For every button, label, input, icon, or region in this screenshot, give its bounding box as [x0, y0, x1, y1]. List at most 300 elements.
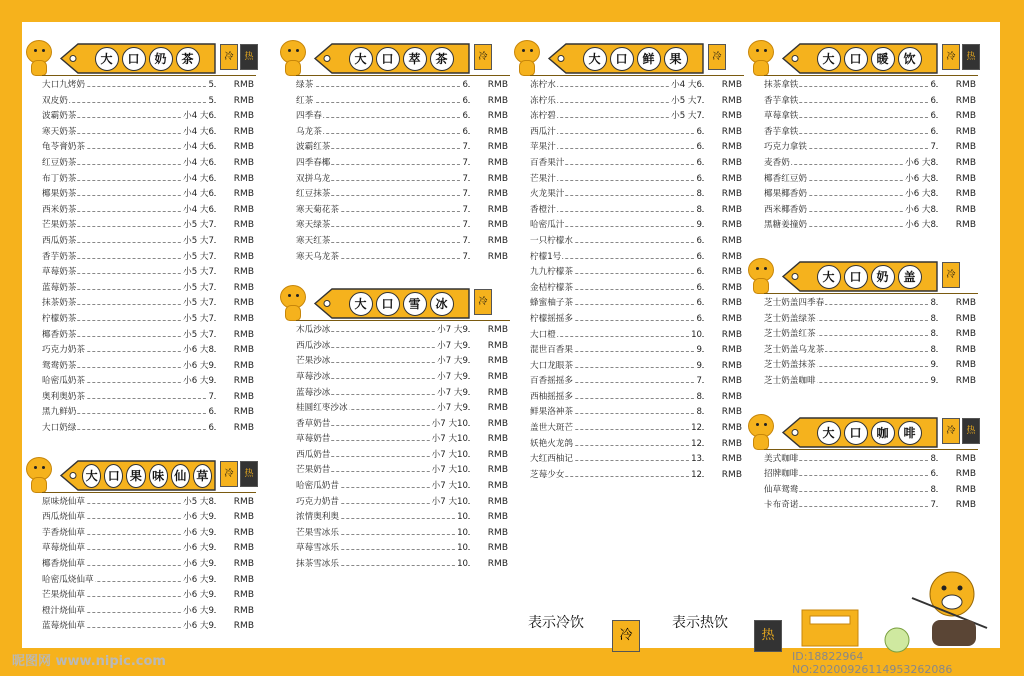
item-price: 小7 大10 — [431, 495, 468, 511]
currency-label: RMB — [955, 95, 976, 106]
item-name: 九九柠檬茶 — [530, 265, 574, 281]
item-name: 芝士奶盖乌龙茶 — [764, 343, 825, 359]
currency-label: RMB — [721, 407, 742, 418]
item-price: 8 — [696, 390, 702, 406]
menu-item — [42, 234, 260, 250]
section-title-char: 果 — [126, 464, 145, 488]
currency-label: RMB — [487, 111, 508, 122]
item-price: 小4 大6 — [182, 156, 214, 172]
section-title-char: 口 — [376, 292, 400, 316]
menu-item — [764, 327, 982, 343]
menu-list — [744, 294, 982, 390]
section-title-char: 口 — [376, 47, 400, 71]
item-name: 蜂蜜柚子茶 — [530, 296, 574, 312]
section-header — [276, 267, 514, 321]
item-name: 冻柠水 — [530, 78, 557, 94]
section-header — [744, 240, 982, 294]
menu-board — [12, 22, 1000, 676]
section-divider — [764, 449, 978, 450]
currency-label: RMB — [721, 142, 742, 153]
menu-item — [296, 339, 514, 355]
menu-item — [42, 172, 260, 188]
currency-label: RMB — [487, 434, 508, 445]
item-name: 香芋拿铁 — [764, 94, 799, 110]
currency-label: RMB — [233, 267, 254, 278]
menu-item — [530, 468, 748, 484]
menu-item — [530, 265, 748, 281]
watermark-right: ID:18822964 NO:20200926114953262086 — [792, 650, 953, 676]
item-price: 小7 大10 — [431, 417, 468, 433]
section-title-char: 雪 — [403, 292, 427, 316]
currency-label: RMB — [233, 407, 254, 418]
section-title-char: 口 — [104, 464, 123, 488]
item-name: 芒果雪冰乐 — [296, 526, 340, 542]
item-name: 芒果奶茶 — [42, 218, 77, 234]
item-name: 金桔柠檬茶 — [530, 281, 574, 297]
item-name: 橙汁烧仙草 — [42, 604, 86, 620]
item-price: 8 — [696, 405, 702, 421]
item-price: 小7 大9 — [436, 323, 468, 339]
item-name: 苹果汁 — [530, 140, 557, 156]
currency-label: RMB — [233, 391, 254, 402]
currency-label: RMB — [487, 251, 508, 262]
item-price: 13 — [690, 452, 702, 468]
section — [744, 396, 982, 514]
item-name: 柠檬奶茶 — [42, 312, 77, 328]
item-price: 小4 大6 — [182, 172, 214, 188]
menu-item — [764, 483, 982, 499]
hot-cup-icon: 热 — [754, 620, 782, 652]
item-name: 四季春 — [296, 109, 323, 125]
cold-cup-icon: 冷 — [474, 289, 492, 315]
menu-item — [42, 281, 260, 297]
item-price: 9 — [696, 343, 702, 359]
item-name: 仙草鸳鸯 — [764, 483, 799, 499]
item-price: 小4 大6 — [670, 78, 702, 94]
currency-label: RMB — [233, 111, 254, 122]
currency-label: RMB — [721, 189, 742, 200]
mascot-icon — [744, 256, 778, 294]
menu-item — [42, 588, 260, 604]
item-name: 芝士奶盖绿茶 — [764, 312, 817, 328]
item-name: 芒果奶昔 — [296, 463, 331, 479]
mascot-illustration — [792, 568, 1000, 648]
item-price: 小4 大6 — [182, 109, 214, 125]
section-divider — [764, 293, 978, 294]
menu-item — [530, 437, 748, 453]
menu-column-2 — [276, 22, 514, 573]
item-price: 8 — [696, 203, 702, 219]
menu-item — [296, 125, 514, 141]
menu-item — [296, 479, 514, 495]
item-name: 西瓜汁 — [530, 125, 557, 141]
section-title-tag — [314, 288, 470, 319]
hot-cup-icon: 热 — [240, 461, 258, 487]
hot-cup-icon: 热 — [962, 418, 980, 444]
item-price: 6 — [930, 94, 936, 110]
menu-item — [42, 510, 260, 526]
item-name: 西柚摇摇多 — [530, 390, 574, 406]
item-price: 小7 大9 — [436, 354, 468, 370]
item-name: 柠檬摇摇多 — [530, 312, 574, 328]
item-price: 7 — [462, 156, 468, 172]
menu-list — [276, 321, 514, 573]
item-name: 红豆抹茶 — [296, 187, 331, 203]
item-price: 小7 大9 — [436, 339, 468, 355]
item-price: 小6 大9 — [182, 604, 214, 620]
item-name: 柠檬1号 — [530, 250, 562, 266]
section-title-char: 味 — [149, 464, 168, 488]
menu-item — [296, 370, 514, 386]
item-price: 7 — [462, 250, 468, 266]
menu-item — [296, 172, 514, 188]
item-price: 7 — [462, 187, 468, 203]
item-name: 黑九鲜奶 — [42, 405, 77, 421]
menu-item — [764, 156, 982, 172]
item-price: 7 — [930, 140, 936, 156]
menu-item — [530, 218, 748, 234]
item-name: 哈密瓜汁 — [530, 218, 565, 234]
currency-label: RMB — [487, 126, 508, 137]
item-price: 小5 大7 — [182, 296, 214, 312]
currency-label: RMB — [233, 251, 254, 262]
section-divider — [42, 75, 256, 76]
item-price: 小4 大6 — [182, 203, 214, 219]
section-title-char: 草 — [193, 464, 212, 488]
menu-item — [42, 109, 260, 125]
item-price: 6 — [930, 125, 936, 141]
section — [744, 240, 982, 390]
currency-label: RMB — [233, 496, 254, 507]
item-price: 小4 大6 — [182, 125, 214, 141]
section — [22, 22, 260, 437]
menu-item — [530, 172, 748, 188]
leader-dots — [296, 86, 470, 87]
section — [22, 439, 260, 635]
item-name: 寒天乌龙茶 — [296, 250, 340, 266]
currency-label: RMB — [721, 298, 742, 309]
menu-column-4 — [744, 22, 982, 514]
menu-item — [530, 78, 748, 94]
menu-item — [764, 452, 982, 468]
menu-item — [764, 203, 982, 219]
menu-item — [764, 358, 982, 374]
currency-label: RMB — [721, 80, 742, 90]
section — [510, 22, 748, 483]
item-price: 6 — [208, 405, 214, 421]
item-price: 小6 大9 — [182, 619, 214, 635]
watermark-left: 昵图网 www.nipic.com — [12, 654, 166, 669]
section-title-char: 口 — [844, 421, 868, 445]
currency-label: RMB — [487, 465, 508, 476]
cold-cup-icon: 冷 — [220, 44, 238, 70]
menu-item — [530, 203, 748, 219]
item-name: 木瓜沙冰 — [296, 323, 331, 339]
currency-label: RMB — [233, 235, 254, 246]
section-title-tag — [782, 43, 938, 74]
item-price: 5 — [208, 78, 214, 94]
section — [276, 267, 514, 573]
menu-item — [764, 78, 982, 94]
menu-item — [42, 265, 260, 281]
menu-item — [42, 343, 260, 359]
menu-item — [530, 390, 748, 406]
section-title-char: 大 — [817, 421, 841, 445]
item-name: 哈密瓜奶昔 — [296, 479, 340, 495]
item-name: 芋香烧仙草 — [42, 526, 86, 542]
currency-label: RMB — [721, 329, 742, 340]
currency-label: RMB — [487, 387, 508, 398]
item-price: 8 — [930, 312, 936, 328]
menu-item — [296, 463, 514, 479]
menu-item — [530, 250, 748, 266]
item-name: 西瓜烧仙草 — [42, 510, 86, 526]
menu-item — [296, 526, 514, 542]
menu-item — [296, 432, 514, 448]
item-name: 大红西柚记 — [530, 452, 574, 468]
item-price: 8 — [930, 343, 936, 359]
item-price: 6 — [696, 140, 702, 156]
menu-column-3 — [510, 22, 748, 483]
leader-dots — [296, 102, 470, 103]
item-name: 寒天奶茶 — [42, 125, 77, 141]
currency-label: RMB — [233, 142, 254, 153]
item-name: 芒果沙冰 — [296, 354, 331, 370]
item-name: 草莓烧仙草 — [42, 541, 86, 557]
menu-item — [42, 526, 260, 542]
item-name: 西米椰香奶 — [764, 203, 808, 219]
section-divider — [764, 75, 978, 76]
currency-label: RMB — [955, 500, 976, 511]
section-title-char: 暖 — [871, 47, 895, 71]
menu-item — [42, 619, 260, 635]
menu-item — [764, 172, 982, 188]
menu-item — [296, 417, 514, 433]
item-price: 小5 大7 — [182, 234, 214, 250]
currency-label: RMB — [721, 376, 742, 387]
menu-item — [42, 156, 260, 172]
item-price: 小5 大7 — [182, 250, 214, 266]
item-name: 哈密瓜奶茶 — [42, 374, 86, 390]
currency-label: RMB — [487, 371, 508, 382]
item-price: 小6 大9 — [182, 557, 214, 573]
menu-item — [296, 510, 514, 526]
item-name: 香草奶昔 — [296, 417, 331, 433]
item-price: 小5 大7 — [182, 265, 214, 281]
menu-item — [42, 541, 260, 557]
menu-item — [296, 187, 514, 203]
item-name: 寒天菊花茶 — [296, 203, 340, 219]
currency-label: RMB — [487, 559, 508, 570]
currency-label: RMB — [233, 345, 254, 356]
item-price: 小7 大10 — [431, 479, 468, 495]
currency-label: RMB — [233, 329, 254, 340]
menu-item — [42, 78, 260, 94]
cold-cup-icon: 冷 — [942, 44, 960, 70]
currency-label: RMB — [487, 449, 508, 460]
item-name: 椰果奶茶 — [42, 187, 77, 203]
item-price: 6 — [696, 265, 702, 281]
menu-item — [764, 125, 982, 141]
item-price: 小5 大7 — [670, 94, 702, 110]
section-header — [22, 22, 260, 76]
menu-item — [296, 203, 514, 219]
menu-item — [530, 359, 748, 375]
item-name: 原味烧仙草 — [42, 495, 86, 511]
menu-item — [296, 354, 514, 370]
item-name: 蓝莓奶茶 — [42, 281, 77, 297]
section-title-char: 咖 — [871, 421, 895, 445]
mascot-icon — [510, 38, 544, 76]
currency-label: RMB — [233, 543, 254, 554]
currency-label: RMB — [721, 438, 742, 449]
menu-item — [42, 296, 260, 312]
item-name: 芝士奶盖咖啡 — [764, 374, 817, 390]
currency-label: RMB — [487, 403, 508, 414]
menu-item — [530, 109, 748, 125]
item-name: 浓情奥利奥 — [296, 510, 340, 526]
item-name: 卡布奇诺 — [764, 498, 799, 514]
currency-label: RMB — [487, 189, 508, 200]
section-header — [744, 22, 982, 76]
item-name: 椰香烧仙草 — [42, 557, 86, 573]
item-price: 小4 大6 — [182, 187, 214, 203]
menu-item — [296, 234, 514, 250]
section-title-char: 果 — [664, 47, 688, 71]
section-title-char: 口 — [844, 265, 868, 289]
currency-label: RMB — [955, 173, 976, 184]
item-name: 百香摇摇多 — [530, 374, 574, 390]
item-price: 小7 大10 — [431, 448, 468, 464]
currency-label: RMB — [955, 453, 976, 464]
currency-label: RMB — [487, 481, 508, 492]
menu-item — [530, 405, 748, 421]
section-header — [22, 439, 260, 493]
section-title-char: 大 — [95, 47, 119, 71]
item-price: 小5 大7 — [182, 312, 214, 328]
item-name: 巧克力奶茶 — [42, 343, 86, 359]
item-name: 波霸奶茶 — [42, 109, 77, 125]
section-title-tag — [782, 417, 938, 448]
menu-column-1 — [22, 22, 260, 635]
currency-label: RMB — [955, 189, 976, 200]
menu-item — [530, 296, 748, 312]
item-price: 8 — [930, 452, 936, 468]
section-title-char: 大 — [583, 47, 607, 71]
cold-cup-icon: 冷 — [708, 44, 726, 70]
item-name: 寒天红茶 — [296, 234, 331, 250]
menu-item — [296, 495, 514, 511]
section-title-char: 大 — [349, 47, 373, 71]
item-price: 小7 大9 — [436, 370, 468, 386]
menu-item — [42, 250, 260, 266]
currency-label: RMB — [487, 527, 508, 538]
item-name: 草莓沙冰 — [296, 370, 331, 386]
menu-item — [296, 557, 514, 573]
section-title-char: 口 — [610, 47, 634, 71]
menu-item — [296, 386, 514, 402]
item-name: 混世百香果 — [530, 343, 574, 359]
currency-label: RMB — [487, 204, 508, 215]
item-price: 9 — [696, 218, 702, 234]
menu-item — [296, 94, 514, 110]
item-price: 7 — [462, 234, 468, 250]
currency-label: RMB — [233, 282, 254, 293]
section-divider — [296, 320, 510, 321]
currency-label: RMB — [955, 469, 976, 480]
menu-item — [42, 573, 260, 589]
mascot-icon — [744, 412, 778, 450]
section-title-char: 口 — [844, 47, 868, 71]
currency-label: RMB — [487, 325, 508, 336]
currency-label: RMB — [487, 512, 508, 523]
item-price: 6 — [930, 109, 936, 125]
item-name: 盖世大斑芒 — [530, 421, 574, 437]
item-price: 小5 大7 — [670, 109, 702, 125]
menu-item — [530, 421, 748, 437]
menu-item — [530, 374, 748, 390]
legend-hot-label: 表示热饮 — [672, 615, 728, 631]
menu-item — [42, 312, 260, 328]
menu-item — [764, 218, 982, 234]
item-name: 大口九烤奶 — [42, 78, 86, 94]
menu-item — [42, 405, 260, 421]
item-name: 草莓拿铁 — [764, 109, 799, 125]
currency-label: RMB — [233, 423, 254, 434]
item-price: 6 — [696, 172, 702, 188]
section — [744, 22, 982, 234]
item-name: 乌龙茶 — [296, 125, 323, 141]
section-header — [744, 396, 982, 450]
item-price: 小6 大9 — [182, 541, 214, 557]
item-price: 小6 大8 — [182, 343, 214, 359]
menu-item — [42, 328, 260, 344]
currency-label: RMB — [721, 469, 742, 480]
currency-label: RMB — [721, 251, 742, 262]
item-name: 黑糖姜撞奶 — [764, 218, 808, 234]
currency-label: RMB — [721, 204, 742, 215]
item-price: 8 — [696, 187, 702, 203]
currency-label: RMB — [721, 95, 742, 106]
mascot-icon — [744, 38, 778, 76]
currency-label: RMB — [721, 235, 742, 246]
currency-label: RMB — [721, 282, 742, 293]
currency-label: RMB — [955, 329, 976, 340]
item-price: 小6 大8 — [904, 172, 936, 188]
item-name: 椰香红豆奶 — [764, 172, 808, 188]
item-price: 小6 大9 — [182, 359, 214, 375]
currency-label: RMB — [487, 157, 508, 168]
section-title-char: 大 — [817, 265, 841, 289]
currency-label: RMB — [233, 527, 254, 538]
legend-cold-label: 表示冷饮 — [528, 615, 584, 631]
item-name: 红豆奶茶 — [42, 156, 77, 172]
menu-item — [296, 109, 514, 125]
menu-list — [276, 76, 514, 265]
currency-label: RMB — [487, 543, 508, 554]
item-price: 小5 大7 — [182, 218, 214, 234]
menu-item — [42, 94, 260, 110]
item-name: 大口奶绿 — [42, 421, 77, 437]
currency-label: RMB — [233, 574, 254, 585]
section-header — [510, 22, 748, 76]
section-header — [276, 22, 514, 76]
item-name: 一只柠檬水 — [530, 234, 574, 250]
item-name: 蓝莓烧仙草 — [42, 619, 86, 635]
item-price: 6 — [696, 125, 702, 141]
item-name: 桂圆红枣沙冰 — [296, 401, 349, 417]
menu-item — [296, 250, 514, 266]
